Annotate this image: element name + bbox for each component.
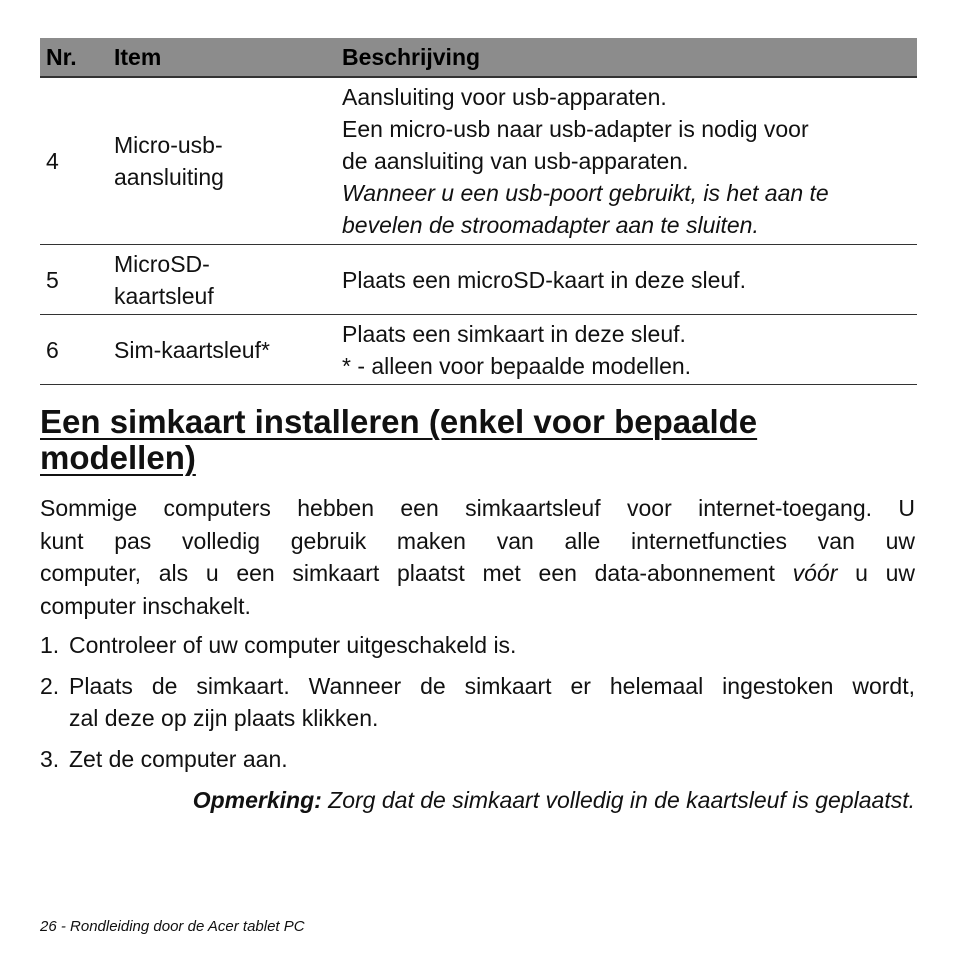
heading-line: Een simkaart installeren (enkel voor bepaalde xyxy=(40,403,758,440)
desc-line: Plaats een microSD-kaart in deze sleuf. xyxy=(342,266,746,293)
heading-line: modellen) xyxy=(40,439,196,476)
intro-line: computer inschakelt. xyxy=(40,592,251,619)
item-line: Sim-kaartsleuf* xyxy=(114,336,270,363)
intro-emphasis: vóór xyxy=(792,560,838,586)
table-row xyxy=(40,315,917,385)
spec-table-container xyxy=(40,38,917,385)
step-number: 1. xyxy=(40,632,60,658)
desc-line: * - alleen voor bepaalde modellen. xyxy=(342,352,692,379)
step-number: 3. xyxy=(40,746,60,772)
row-description xyxy=(336,77,917,245)
item-line: MicroSD- xyxy=(114,250,210,277)
desc-line: Plaats een simkaart in deze sleuf. xyxy=(342,320,686,347)
row-item xyxy=(108,77,336,245)
item-line: Micro-usb- xyxy=(114,132,223,158)
row-item xyxy=(108,315,336,385)
intro-text: computer, als u een simkaart plaatst met een data-abonnement xyxy=(40,560,793,586)
desc-italic-line: Wanneer u een usb-poort gebruikt, is het aan te xyxy=(342,180,829,206)
item-line: aansluiting xyxy=(114,164,224,190)
header-nr: Nr. xyxy=(40,38,108,77)
desc-line: Aansluiting voor usb-apparaten. xyxy=(342,84,667,110)
intro-line: Sommige computers hebben een simkaartsleuf voor internet-toegang. U xyxy=(40,495,915,521)
note-label: Opmerking: xyxy=(192,787,322,813)
intro-line xyxy=(40,557,915,590)
row-description xyxy=(336,245,917,315)
row-description xyxy=(336,315,917,385)
row-nr: 6 xyxy=(40,315,108,385)
step-line: Zet de computer aan. xyxy=(69,746,288,772)
item-line: kaartsleuf xyxy=(114,282,214,309)
note xyxy=(193,784,915,816)
step-line: zal deze op zijn plaats klikken. xyxy=(69,705,379,731)
row-item xyxy=(108,245,336,315)
header-description: Beschrijving xyxy=(336,38,917,77)
desc-line: de aansluiting van usb-apparaten. xyxy=(342,148,689,174)
spec-table xyxy=(40,38,917,385)
table-row xyxy=(40,245,917,315)
section-heading xyxy=(40,404,840,476)
desc-line: Een micro-usb naar usb-adapter is nodig voor xyxy=(342,116,809,142)
step-number: 2. xyxy=(40,673,60,699)
page-footer: 26 - Rondleiding door de Acer tablet PC xyxy=(40,918,305,935)
step-text xyxy=(69,670,915,734)
row-nr: 4 xyxy=(40,77,108,245)
intro-paragraph xyxy=(40,492,915,622)
step-line: Plaats de simkaart. Wanneer de simkaart er helemaal ingestoken wordt, xyxy=(69,673,915,699)
desc-italic-line: bevelen de stroomadapter aan te sluiten. xyxy=(342,212,759,238)
note-text: Zorg dat de simkaart volledig in de kaartsleuf is geplaatst. xyxy=(321,787,915,813)
intro-line: kunt pas volledig gebruik maken van alle internetfuncties van uw xyxy=(40,527,915,554)
step-line: Controleer of uw computer uitgeschakeld is. xyxy=(69,632,517,658)
table-row xyxy=(40,77,917,245)
row-nr: 5 xyxy=(40,245,108,315)
table-header-row xyxy=(40,38,917,77)
header-item: Item xyxy=(108,38,336,77)
step-text xyxy=(69,629,915,661)
intro-text: u uw xyxy=(837,560,915,586)
step-text xyxy=(69,743,915,775)
